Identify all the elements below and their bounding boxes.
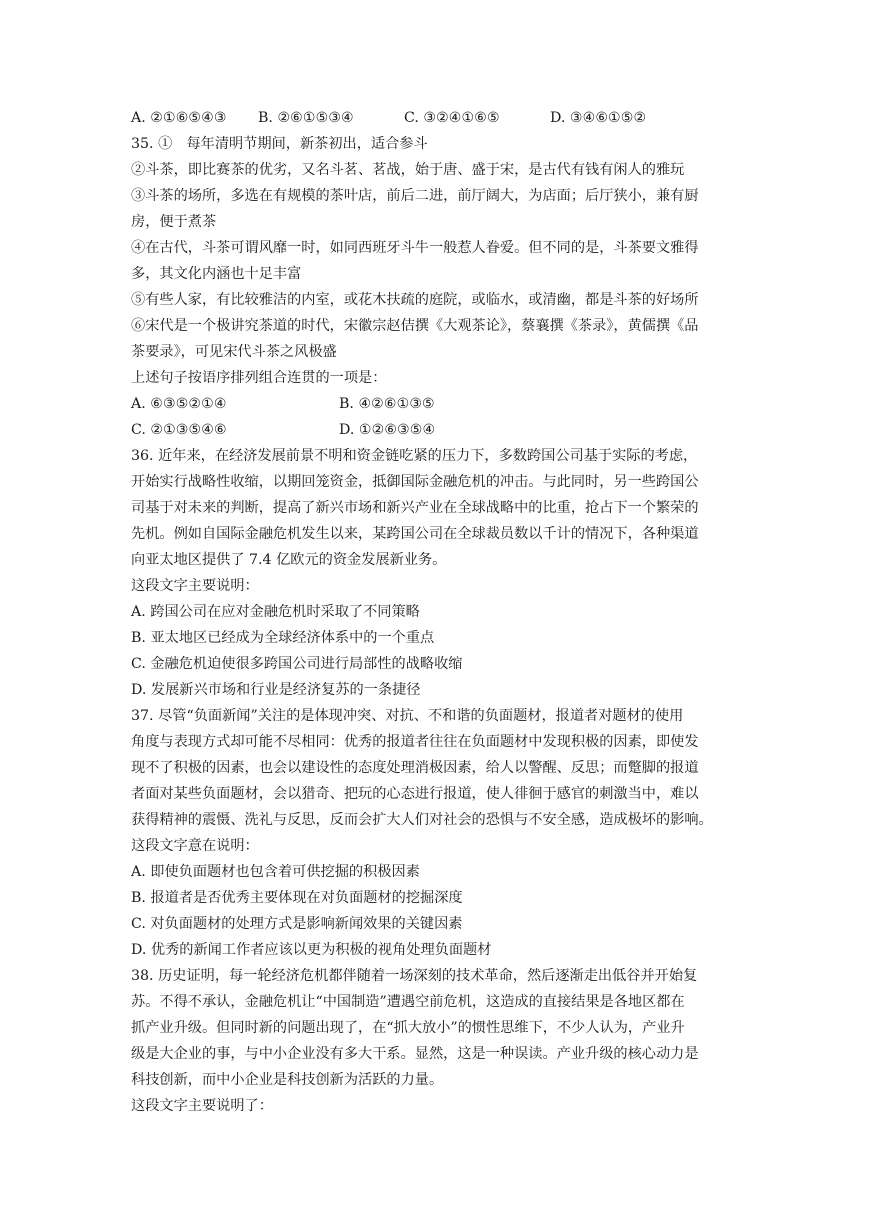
- q37-text-line-5: 获得精神的震慑、洗礼与反思，反而会扩大人们对社会的恐惧与不安全感，造成极坏的影响。: [131, 812, 713, 828]
- q35-sentence-3-line-2: 房，便于煮茶: [131, 214, 217, 230]
- q35-sentence-6-line-2: 茶要录》，可见宋代斗茶之风极盛: [131, 344, 337, 360]
- q35-sentence-5: ⑤有些人家，有比较雅洁的内室，或花木扶疏的庭院，或临水，或清幽，都是斗茶的好场所: [131, 292, 699, 308]
- q34-option-b: B. ②⑥①⑤③④: [258, 110, 354, 126]
- q38-text-line-4: 级是大企业的事，与中小企业没有多大干系。显然，这是一种误读。产业升级的核心动力是: [131, 1046, 699, 1062]
- q36-text-line-4: 先机。例如自国际金融危机发生以来，某跨国公司在全球裁员数以千计的情况下，各种渠道: [131, 526, 699, 542]
- q35-sentence-4-line-1: ④在古代，斗茶可谓风靡一时，如同西班牙斗牛一般惹人眷爱。但不同的是，斗茶要文雅得: [131, 240, 699, 256]
- q35-sentence-6-line-1: ⑥宋代是一个极讲究茶道的时代，宋徽宗赵佶撰《大观茶论》，蔡襄撰《茶录》，黄儒撰《品: [131, 318, 699, 334]
- q37-option-a: A. 即使负面题材也包含着可供挖掘的积极因素: [131, 864, 420, 880]
- q36-text-line-1: 36. 近年来，在经济发展前景不明和资金链吃紧的压力下，多数跨国公司基于实际的考虑，: [131, 448, 698, 464]
- q37-text-line-4: 者面对某些负面题材，会以猎奇、把玩的心态进行报道，使人徘徊于感官的刺激当中，难以: [131, 786, 699, 802]
- q35-option-c: C. ②①③⑤④⑥: [131, 422, 227, 438]
- q36-option-b: B. 亚太地区已经成为全球经济体系中的一个重点: [131, 630, 435, 646]
- q38-text-line-3: 抓产业升级。但同时新的问题出现了，在“抓大放小”的惯性思维下，不少人认为，产业升: [131, 1020, 685, 1036]
- q35-option-a: A. ⑥③⑤②①④: [131, 396, 227, 412]
- q36-prompt: 这段文字主要说明：: [131, 578, 259, 594]
- q36-option-a: A. 跨国公司在应对金融危机时采取了不同策略: [131, 604, 420, 620]
- q37-text-line-2: 角度与表现方式却可能不尽相同：优秀的报道者往往在负面题材中发现积极的因素，即使发: [131, 734, 699, 750]
- q37-prompt: 这段文字意在说明：: [131, 838, 259, 854]
- q35-sentence-3-line-1: ③斗茶的场所，多选在有规模的茶叶店，前后二进，前厅阔大，为店面；后厅狭小，兼有厨: [131, 188, 699, 204]
- q36-option-d: D. 发展新兴市场和行业是经济复苏的一条捷径: [131, 682, 421, 698]
- q36-text-line-2: 开始实行战略性收缩，以期回笼资金，抵御国际金融危机的冲击。与此同时，另一些跨国公: [131, 474, 699, 490]
- q37-option-d: D. 优秀的新闻工作者应该以更为积极的视角处理负面题材: [131, 942, 492, 958]
- q34-option-c: C. ③②④①⑥⑤: [404, 110, 500, 126]
- q34-option-d: D. ③④⑥①⑤②: [550, 110, 647, 126]
- q34-option-a: A. ②①⑥⑤④③: [131, 110, 227, 126]
- q35-sentence-1: 35. ① 每年清明节期间，新茶初出，适合参斗: [131, 136, 428, 152]
- q35-option-d: D. ①②⑥③⑤④: [339, 422, 436, 438]
- q35-sentence-2: ②斗茶，即比赛茶的优劣，又名斗茗、茗战，始于唐、盛于宋，是古代有钱有闲人的雅玩: [131, 162, 685, 178]
- q37-text-line-1: 37. 尽管“负面新闻”关注的是体现冲突、对抗、不和谐的负面题材，报道者对题材的使用: [131, 708, 684, 724]
- q34-options: [131, 108, 646, 128]
- q37-option-c: C. 对负面题材的处理方式是影响新闻效果的关键因素: [131, 916, 463, 932]
- q37-text-line-3: 现不了积极的因素，也会以建设性的态度处理消极因素，给人以警醒、反思；而蹩脚的报道: [131, 760, 699, 776]
- q35-options-row-2: [131, 420, 547, 440]
- q38-text-line-2: 苏。不得不承认，金融危机让“中国制造”遭遇空前危机，这造成的直接结果是各地区都在: [131, 994, 685, 1010]
- q38-text-line-1: 38. 历史证明，每一轮经济危机都伴随着一场深刻的技术革命，然后逐渐走出低谷并开始复: [131, 968, 698, 984]
- q36-option-c: C. 金融危机迫使很多跨国公司进行局部性的战略收缩: [131, 656, 463, 672]
- q35-options-row-1: [131, 394, 547, 414]
- q35-option-b: B. ④②⑥①③⑤: [339, 396, 435, 412]
- q38-text-line-5: 科技创新，而中小企业是科技创新为活跃的力量。: [131, 1072, 444, 1088]
- q38-prompt: 这段文字主要说明了：: [131, 1098, 273, 1114]
- q37-option-b: B. 报道者是否优秀主要体现在对负面题材的挖掘深度: [131, 890, 463, 906]
- q35-sentence-4-line-2: 多，其文化内涵也十足丰富: [131, 266, 302, 282]
- q36-text-line-3: 司基于对未来的判断，提高了新兴市场和新兴产业在全球战略中的比重，抢占下一个繁荣的: [131, 500, 699, 516]
- q36-text-line-5: 向亚太地区提供了 7.4 亿欧元的资金发展新业务。: [131, 552, 447, 568]
- q35-prompt: 上述句子按语序排列组合连贯的一项是：: [131, 370, 387, 386]
